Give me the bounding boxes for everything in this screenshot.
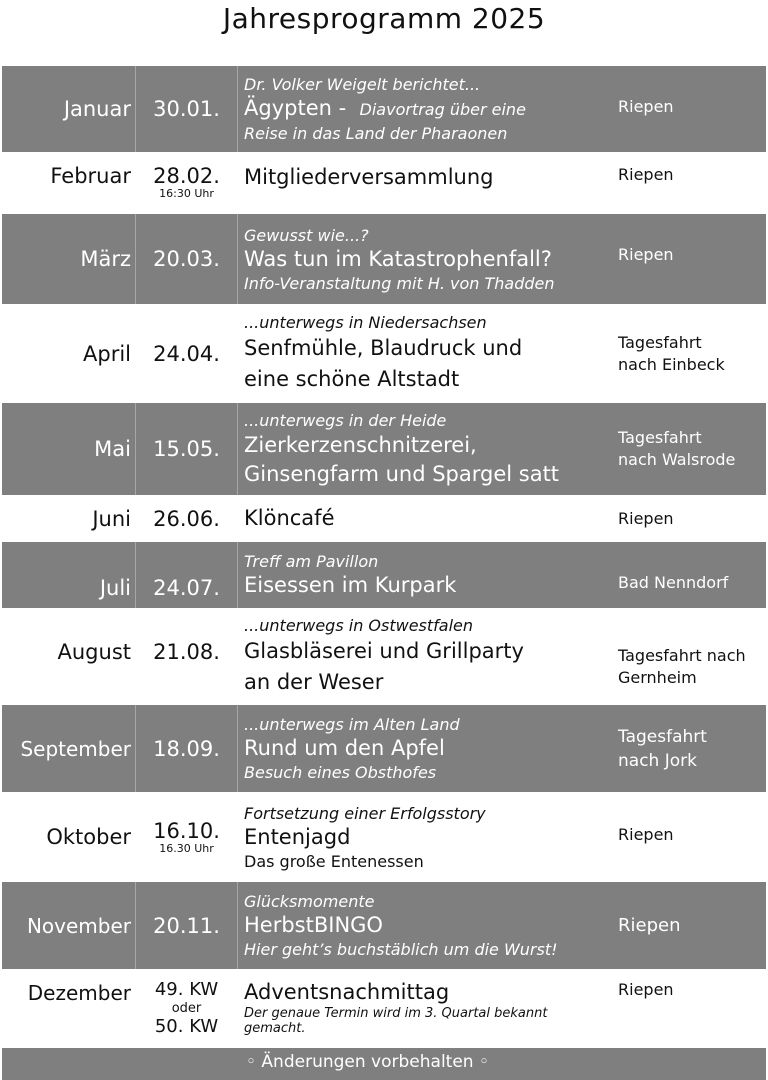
date-cell (136, 403, 238, 495)
place: Riepen (618, 980, 674, 999)
event-subtitle: Besuch eines Obsthofes (244, 763, 437, 782)
date: 16.10. (153, 819, 220, 843)
event-title: Zierkerzenschnitzerei, (244, 432, 477, 457)
table-row (2, 794, 766, 882)
place: Tagesfahrt (618, 726, 707, 747)
event-title: Mitgliederversammlung (244, 165, 494, 189)
event-cell (238, 214, 612, 304)
date-or: oder (171, 1001, 202, 1016)
event-cell (238, 971, 612, 1050)
place-cell (612, 306, 766, 401)
place: Riepen (618, 825, 674, 844)
place: Riepen (618, 508, 674, 528)
event-intro: ...unterwegs in der Heide (244, 410, 447, 430)
date: 24.04. (153, 341, 220, 366)
event-cell (238, 542, 612, 608)
date-cell (136, 497, 238, 540)
date: 21.08. (153, 640, 220, 664)
date-cell (136, 214, 238, 304)
place-cell (612, 497, 766, 540)
event-cell (238, 794, 612, 880)
place: Riepen (618, 914, 681, 936)
table-row (2, 154, 766, 214)
event-title: Entenjagd (244, 824, 351, 849)
month-cell: Dezember (2, 971, 136, 1050)
table-row (2, 306, 766, 403)
place-cell (612, 403, 766, 495)
table-row (2, 542, 766, 610)
footer-text: ◦ Änderungen vorbehalten ◦ (246, 1052, 489, 1072)
event-cell (238, 882, 612, 969)
date-cell (136, 794, 238, 880)
date-cell (136, 542, 238, 608)
date-cell (136, 306, 238, 401)
date-cell (136, 154, 238, 212)
event-intro: Treff am Pavillon (244, 552, 379, 571)
date-alt: 50. KW (154, 1016, 219, 1037)
time: 16:30 Uhr (159, 187, 214, 200)
event-title: Was tun im Katastrophenfall? (244, 246, 552, 271)
table-row (2, 214, 766, 306)
event-cell (238, 705, 612, 792)
date: 28.02. (153, 164, 220, 188)
place-cell (612, 214, 766, 304)
date: 20.11. (153, 913, 220, 938)
event-cell (238, 403, 612, 495)
place-line2: nach Einbeck (618, 354, 725, 374)
date: 20.03. (153, 247, 220, 271)
place-cell (612, 154, 766, 212)
place: Riepen (618, 245, 674, 264)
event-subtitle: Der genaue Termin wird im 3. Quartal bekannt gemacht. (244, 1006, 548, 1036)
date-cell (136, 882, 238, 969)
event-cell (238, 610, 612, 703)
date: 24.07. (153, 576, 220, 600)
place: Bad Nenndorf (618, 573, 729, 592)
date-cell (136, 705, 238, 792)
event-title: Rund um den Apfel (244, 736, 445, 760)
program-table (2, 66, 766, 1052)
event-intro: ...unterwegs in Ostwestfalen (244, 616, 474, 635)
event-intro: Gewusst wie...? (244, 225, 369, 245)
month-cell: Januar (2, 66, 136, 152)
date: 18.09. (153, 736, 220, 761)
event-title-extra: Diavortrag über eine (359, 100, 526, 119)
place-line2: nach Jork (618, 750, 697, 771)
month-cell: Juni (2, 497, 136, 540)
event-title: Glasbläserei und Grillparty (244, 639, 524, 663)
event-cell (238, 497, 612, 540)
event-cell (238, 154, 612, 212)
event-intro: Fortsetzung einer Erfolgsstory (244, 803, 486, 823)
month-cell: März (2, 214, 136, 304)
table-row (2, 971, 766, 1052)
event-subtitle: Das große Entenessen (244, 851, 424, 871)
place-cell (612, 882, 766, 969)
time: 16.30 Uhr (159, 842, 214, 855)
date-cell (136, 610, 238, 703)
place-line2: nach Walsrode (618, 450, 736, 469)
event-title: Senfmühle, Blaudruck und (244, 336, 523, 360)
month-cell: August (2, 610, 136, 703)
page-title: Jahresprogramm 2025 (222, 2, 546, 35)
event-title: Klöncafé (244, 506, 335, 530)
month-cell: September (2, 705, 136, 792)
date: 26.06. (153, 506, 220, 531)
place-cell (612, 66, 766, 152)
footer-note (2, 1048, 766, 1080)
place-cell (612, 794, 766, 880)
place: Riepen (618, 165, 674, 184)
month-cell: Februar (2, 154, 136, 212)
month-cell: November (2, 882, 136, 969)
event-intro: Glücksmomente (244, 892, 375, 911)
event-cell (238, 306, 612, 401)
place-cell (612, 971, 766, 1050)
event-cell (238, 66, 612, 152)
date-cell (136, 971, 238, 1050)
place-cell (612, 542, 766, 608)
place-cell (612, 610, 766, 703)
table-row (2, 610, 766, 705)
place: Tagesfahrt (618, 332, 702, 352)
table-row (2, 497, 766, 542)
date-cell (136, 66, 238, 152)
event-intro: ...unterwegs im Alten Land (244, 715, 460, 734)
month-cell: Mai (2, 403, 136, 495)
place-line2: Gernheim (618, 667, 697, 687)
date: 15.05. (153, 437, 220, 461)
table-row (2, 403, 766, 497)
event-title-main: Ägypten - (244, 96, 347, 120)
event-title-line2: eine schöne Altstadt (244, 367, 460, 391)
date: 30.01. (153, 97, 220, 121)
event-title-line2: an der Weser (244, 670, 384, 694)
month-cell: Juli (2, 542, 136, 608)
table-row (2, 882, 766, 971)
event-intro: ...unterwegs in Niedersachsen (244, 313, 487, 332)
event-title: HerbstBINGO (244, 913, 383, 937)
event-subtitle: Reise in das Land der Pharaonen (244, 124, 508, 143)
event-subtitle: Hier geht’s buchstäblich um die Wurst! (244, 940, 558, 959)
table-row (2, 705, 766, 794)
event-intro: Dr. Volker Weigelt berichtet... (244, 75, 481, 94)
event-title: Eisessen im Kurpark (244, 573, 457, 597)
place: Tagesfahrt nach (618, 645, 746, 665)
place: Tagesfahrt (618, 428, 702, 447)
event-title: Adventsnachmittag (244, 980, 450, 1004)
table-row (2, 66, 766, 154)
month-cell: April (2, 306, 136, 401)
event-title-line2: Ginsengfarm und Spargel satt (244, 461, 560, 486)
event-title (244, 95, 612, 123)
place-cell (612, 705, 766, 792)
place: Riepen (618, 97, 674, 116)
date: 49. KW (154, 979, 219, 1000)
month-cell: Oktober (2, 794, 136, 880)
event-subtitle: Info-Veranstaltung mit H. von Thadden (244, 273, 555, 293)
